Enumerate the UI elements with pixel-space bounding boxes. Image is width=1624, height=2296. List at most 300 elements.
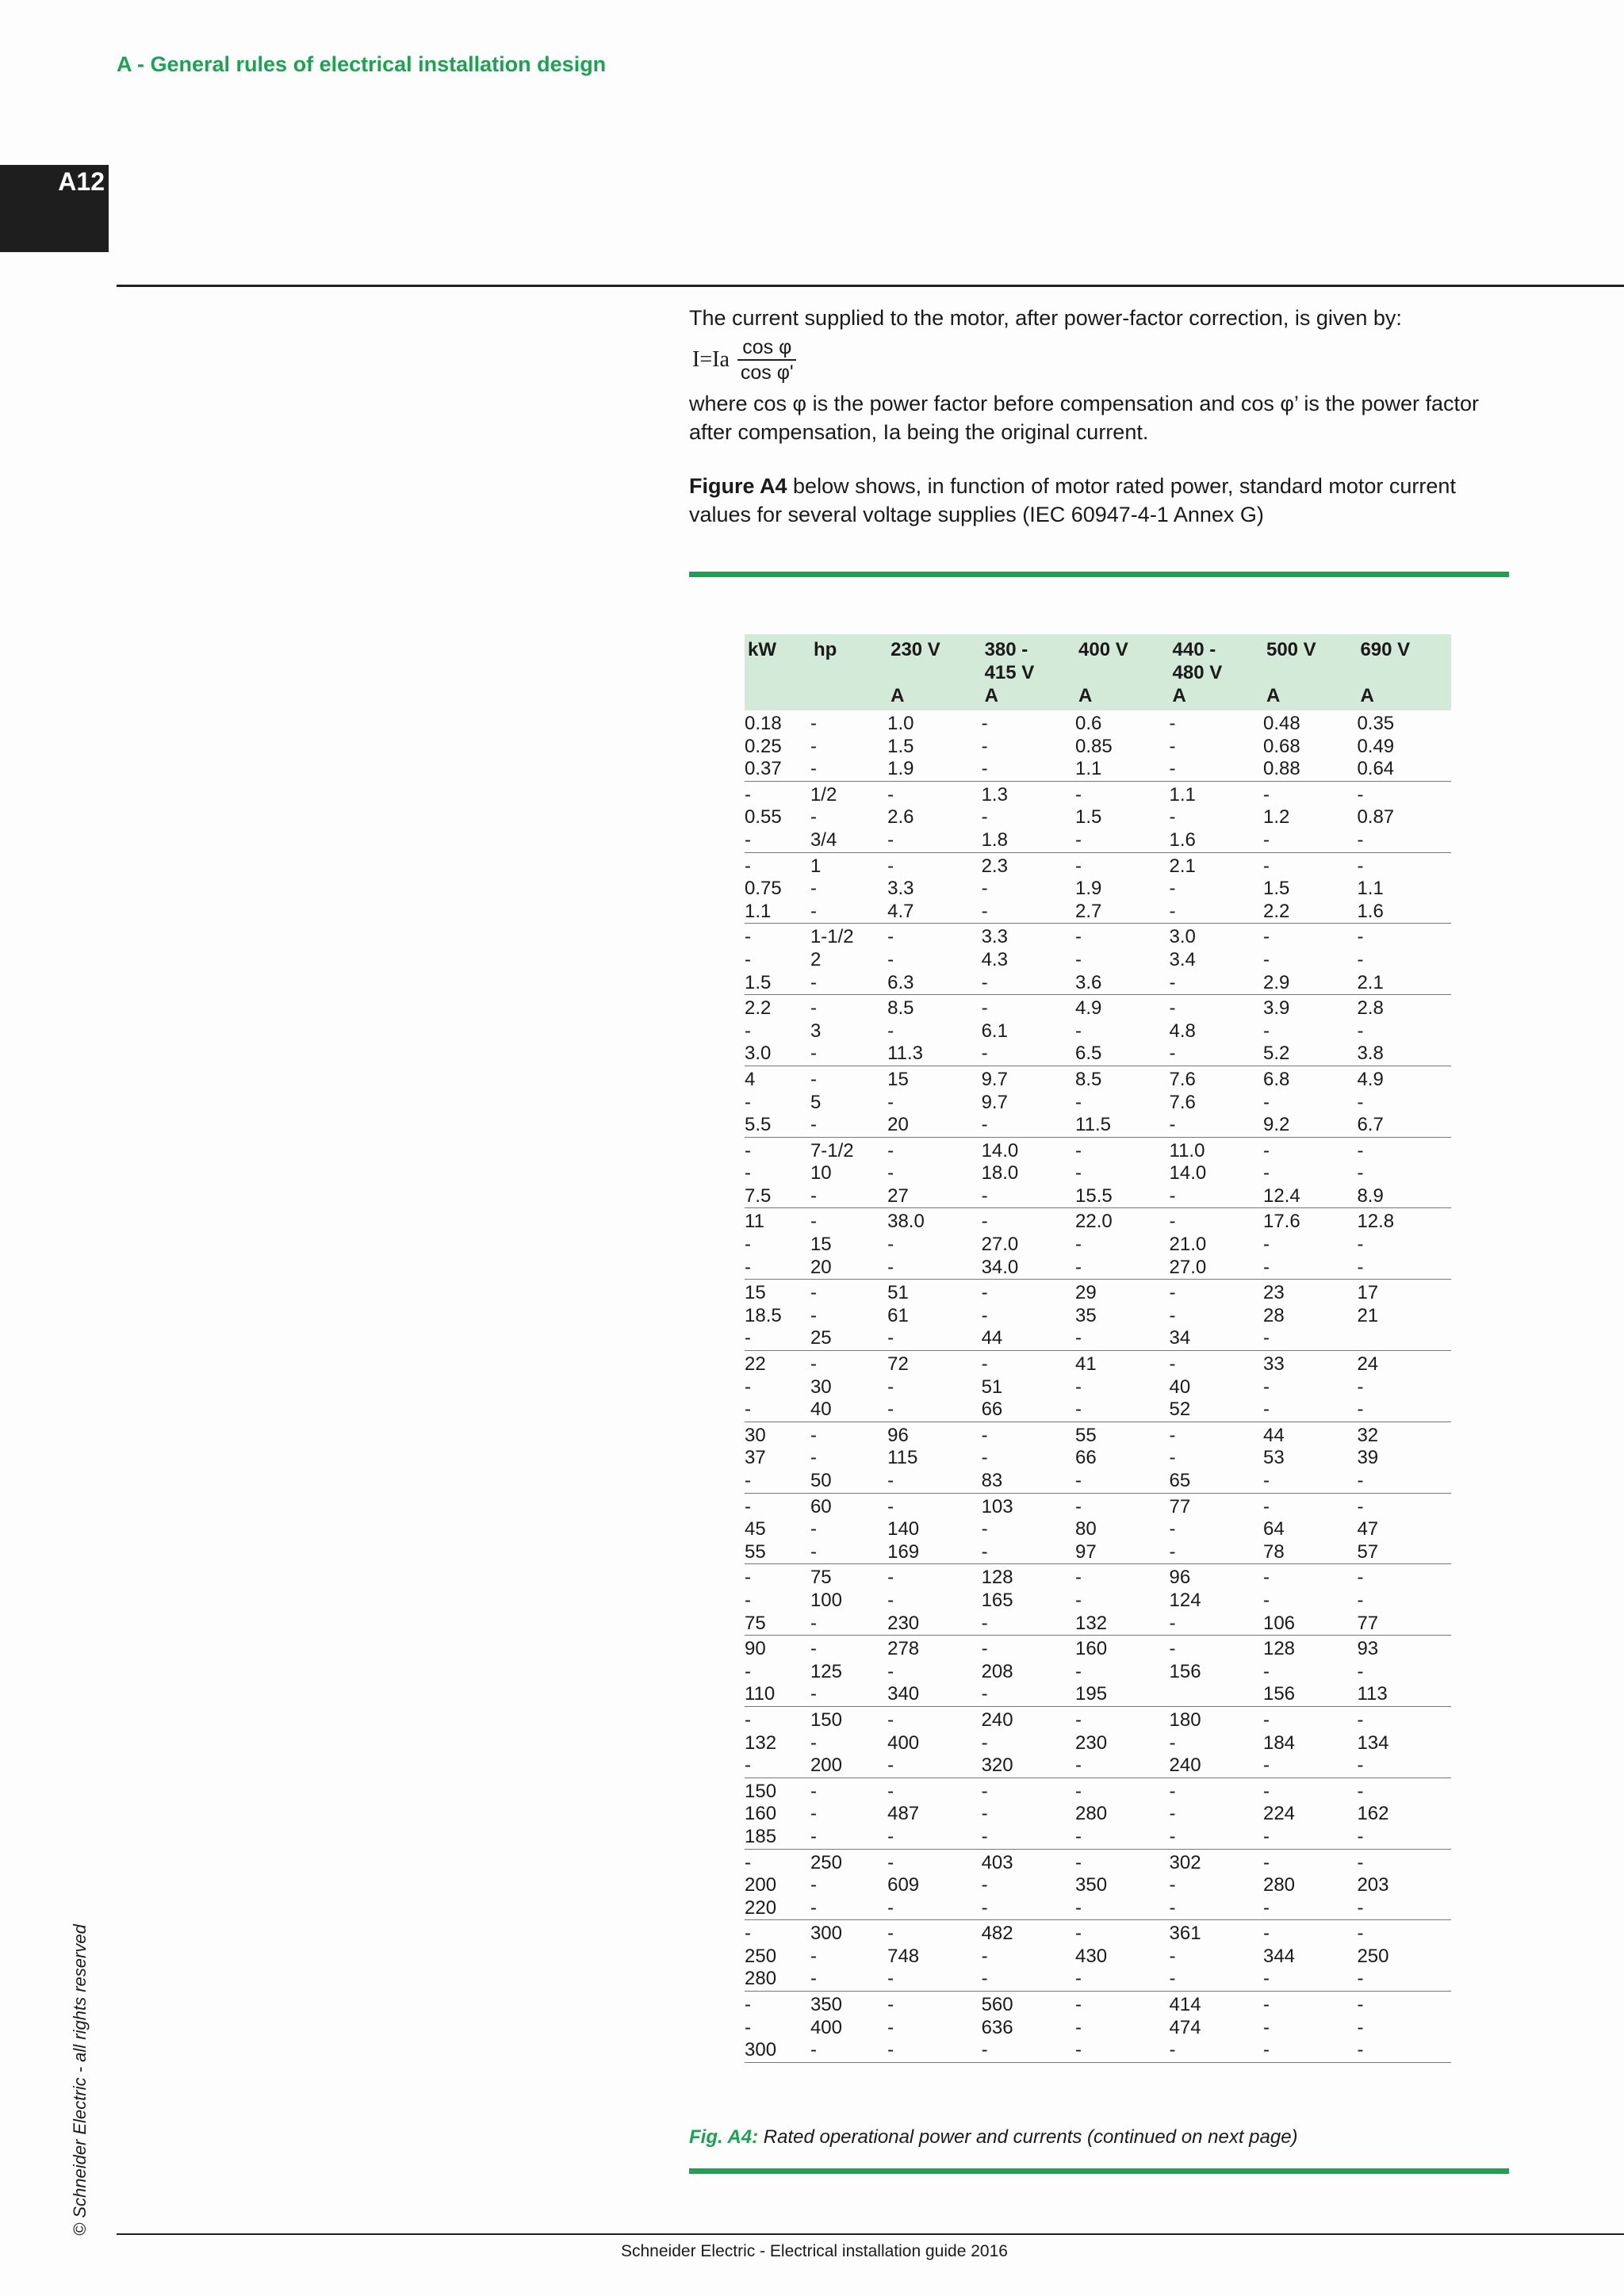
table-cell: 124 (1169, 1589, 1201, 1611)
table-cell: - (1357, 926, 1364, 948)
table-cell: 14.0 (981, 1139, 1019, 1161)
table-cell: - (982, 972, 1075, 995)
column-header-unit (814, 684, 887, 707)
table-row (745, 1208, 1451, 1234)
table-cell: 9.7 (981, 1091, 1008, 1113)
table-cell: - (981, 1874, 988, 1896)
table-cell: 3.3 (887, 878, 914, 900)
table-cell: 3.8 (1357, 1043, 1451, 1066)
table-cell: - (1357, 1234, 1364, 1256)
table-cell: - (1075, 1567, 1082, 1589)
table-cell: 97 (1075, 1541, 1169, 1564)
table-cell: 23 (1262, 1282, 1285, 1304)
table-cell: 156 (1169, 1660, 1201, 1682)
table-cell: - (745, 1994, 751, 2016)
table-cell: - (982, 1613, 1075, 1636)
table-cell: 400 (887, 1732, 920, 1754)
table-cell: - (981, 1447, 988, 1469)
table-cell: - (810, 758, 887, 781)
table-cell: 7-1/2 (810, 1139, 854, 1161)
table-cell: - (887, 1162, 894, 1184)
table-cell: - (1170, 901, 1263, 924)
table-cell: - (1262, 1234, 1270, 1256)
table-cell: 2.9 (1263, 972, 1357, 995)
table-cell: - (810, 806, 817, 828)
table-cell: - (1169, 1282, 1176, 1304)
table-cell: - (1263, 829, 1357, 852)
column-header-label: 400 V (1078, 639, 1128, 660)
table-cell: 30 (810, 1376, 832, 1398)
table-cell: - (887, 1470, 981, 1493)
table-cell: - (745, 1399, 810, 1422)
table-cell: - (1357, 2016, 1364, 2038)
table-cell: - (887, 948, 894, 970)
table-cell: 134 (1357, 1732, 1389, 1754)
table-cell: 302 (1169, 1851, 1201, 1873)
table-cell: 2.6 (887, 806, 914, 828)
table-cell: - (1075, 1470, 1169, 1493)
table-cell: - (1075, 948, 1082, 970)
table-row (745, 1803, 1451, 1826)
table-cell: - (887, 1709, 894, 1731)
table-cell: 7.5 (745, 1185, 810, 1208)
table-cell: 1.5 (1262, 878, 1290, 900)
table-cell: - (1357, 855, 1364, 877)
table-cell: - (1357, 1020, 1364, 1042)
table-row (745, 852, 1451, 878)
table-cell: - (1357, 1660, 1364, 1682)
table-cell: 37 (745, 1447, 766, 1469)
table-cell: - (1357, 1257, 1451, 1280)
table-cell: 156 (1263, 1683, 1357, 1706)
table-cell: 0.37 (745, 758, 810, 781)
table-cell: - (1075, 2039, 1169, 2062)
table-cell: 403 (981, 1851, 1013, 1873)
table-cell: 25 (810, 1327, 887, 1350)
table-cell: - (1170, 1185, 1263, 1208)
table-cell: - (810, 878, 817, 900)
table-row (745, 1493, 1451, 1518)
table-cell: - (1262, 1495, 1270, 1517)
table-cell: - (1262, 1923, 1270, 1945)
table-cell: 115 (887, 1447, 918, 1469)
table-cell: 3.3 (981, 926, 1008, 948)
table-cell: 185 (745, 1826, 810, 1849)
table-cell: - (1075, 1851, 1082, 1873)
table-cell: - (887, 1327, 981, 1350)
table-cell: - (1170, 1114, 1263, 1137)
table-cell: - (1169, 878, 1176, 900)
column-header-label: kW (748, 639, 776, 660)
table-cell: - (1075, 829, 1169, 852)
table-cell: 110 (745, 1683, 810, 1706)
table-cell: 0.49 (1357, 735, 1395, 757)
table-cell: 29 (1075, 1282, 1097, 1304)
table-cell: - (981, 1424, 988, 1446)
table-cell: 1.5 (887, 735, 914, 757)
column-header (745, 634, 810, 710)
table-cell: 5 (810, 1091, 822, 1113)
table-cell: 2.1 (1169, 855, 1196, 877)
table-cell: - (981, 1353, 988, 1376)
table-cell: 3.6 (1075, 972, 1169, 995)
table-header-row (745, 634, 1451, 710)
table-cell: - (981, 1803, 988, 1825)
table-cell: - (1262, 1589, 1270, 1611)
table-cell: 430 (1075, 1945, 1108, 1967)
table-cell: - (887, 1897, 981, 1920)
table-cell: 35 (1075, 1304, 1097, 1326)
table-cell: - (745, 1257, 810, 1280)
column-header-label: 440 - 480 V (1172, 639, 1223, 683)
table-row (745, 1874, 1451, 1897)
formula-lhs: I=Ia (692, 347, 730, 372)
column-header-unit: A (984, 685, 998, 706)
table-cell: - (1075, 1660, 1082, 1682)
table-cell: 1.9 (1075, 878, 1102, 900)
table-cell: - (1075, 1162, 1082, 1184)
table-cell: 1.1 (1075, 758, 1169, 781)
table-row (745, 1399, 1451, 1422)
table-cell: 560 (981, 1994, 1013, 2016)
table-row (745, 1092, 1451, 1115)
table-cell: 33 (1262, 1353, 1285, 1376)
table-cell: - (1075, 1139, 1082, 1161)
table-cell: - (1263, 1399, 1357, 1422)
table-cell: - (982, 1185, 1075, 1208)
figure-bottom-bar (689, 2168, 1509, 2174)
table-cell: - (887, 1257, 981, 1280)
table-cell: 103 (981, 1495, 1013, 1517)
table-cell: - (1075, 1755, 1169, 1777)
table-row (745, 710, 1451, 736)
table-cell: - (810, 1114, 887, 1137)
table-cell: - (810, 1638, 817, 1660)
table-cell: - (745, 1470, 810, 1493)
table-cell: 17 (1357, 1282, 1379, 1304)
table-row (745, 1897, 1451, 1920)
table-cell: 400 (810, 2016, 842, 2038)
page-footer: Schneider Electric - Electrical installation guide 2016 (621, 2242, 1008, 2260)
table-cell: - (887, 1780, 894, 1802)
table-cell: - (810, 1185, 887, 1208)
table-cell: - (1357, 1851, 1364, 1873)
table-cell: - (1169, 1211, 1176, 1233)
table-cell: - (1170, 1968, 1263, 1991)
table-cell: - (1170, 1826, 1263, 1849)
table-cell: - (1262, 1660, 1270, 1682)
table-cell: 72 (887, 1353, 909, 1376)
table-cell: - (1170, 1613, 1263, 1636)
table-cell: 0.88 (1263, 758, 1357, 781)
column-header (1357, 634, 1451, 710)
table-cell: - (1262, 1020, 1270, 1042)
table-cell: 1-1/2 (810, 926, 854, 948)
table-cell: 34 (1170, 1327, 1263, 1350)
table-cell: 224 (1262, 1803, 1296, 1825)
table-cell: - (982, 1968, 1075, 1991)
table-cell: - (1262, 1709, 1270, 1731)
table-cell: - (1169, 806, 1176, 828)
current-formula (692, 335, 1514, 385)
table-row (745, 1946, 1451, 1969)
table-cell: 128 (981, 1567, 1013, 1589)
column-header-label: 690 V (1360, 639, 1411, 660)
table-cell: - (1357, 1709, 1364, 1731)
table-cell: - (1075, 1589, 1082, 1611)
table-cell: 57 (1357, 1541, 1451, 1564)
table-cell: 184 (1262, 1732, 1296, 1754)
table-row (745, 1234, 1451, 1257)
table-cell: - (1075, 1968, 1169, 1991)
table-cell: - (981, 1780, 988, 1802)
table-cell: - (982, 758, 1075, 781)
table-cell: 100 (810, 1589, 842, 1611)
table-row (745, 1020, 1451, 1043)
table-cell: 1.8 (982, 829, 1075, 852)
table-cell: - (810, 1874, 817, 1896)
table-cell: 45 (745, 1518, 766, 1540)
table-cell: - (810, 713, 817, 734)
table-cell: 60 (810, 1495, 832, 1517)
table-cell: - (1075, 1020, 1082, 1042)
table-cell: - (1263, 1897, 1357, 1920)
table-cell: - (810, 1282, 817, 1304)
table-cell: - (981, 878, 988, 900)
table-cell: - (1169, 1732, 1176, 1754)
table-cell: 77 (1169, 1495, 1191, 1517)
table-cell: - (1170, 972, 1263, 995)
formula-fraction (736, 335, 799, 385)
table-cell: - (810, 1043, 887, 1066)
table-cell: - (887, 1139, 894, 1161)
table-cell: 51 (887, 1282, 909, 1304)
table-cell: 75 (810, 1567, 832, 1589)
table-cell: - (745, 1495, 751, 1517)
table-cell: 93 (1357, 1638, 1379, 1660)
table-cell: - (1262, 783, 1270, 806)
table-cell: - (1169, 1424, 1176, 1446)
table-cell: - (1357, 2039, 1451, 2062)
table-cell: 90 (745, 1638, 766, 1660)
table-cell: - (810, 1732, 817, 1754)
table-cell: 344 (1262, 1945, 1296, 1967)
intro-paragraph-1: The current supplied to the motor, after power-factor correction, is given by: (689, 306, 1402, 330)
table-cell: 300 (810, 1923, 842, 1945)
table-cell: 320 (982, 1755, 1075, 1777)
table-row (745, 995, 1451, 1020)
table-cell: 128 (1262, 1638, 1296, 1660)
table-cell: 414 (1169, 1994, 1201, 2016)
column-header-unit: A (1078, 685, 1093, 706)
table-cell: 250 (1357, 1945, 1389, 1967)
table-cell: 21.0 (1169, 1234, 1207, 1256)
table-cell: - (745, 1139, 751, 1161)
table-cell: 27 (887, 1185, 981, 1208)
table-cell: - (1357, 1589, 1364, 1611)
table-cell: - (745, 1660, 751, 1682)
table-cell: 250 (810, 1851, 842, 1873)
table-cell: 0.75 (745, 878, 782, 900)
table-cell: 15.5 (1075, 1185, 1169, 1208)
table-cell: - (745, 1376, 751, 1398)
table-cell: 66 (982, 1399, 1075, 1422)
table-cell: 6.1 (981, 1020, 1008, 1042)
table-cell: 18.0 (981, 1162, 1019, 1184)
table-cell: 162 (1357, 1803, 1389, 1825)
table-cell: 113 (1357, 1683, 1451, 1706)
table-cell: 2.2 (1263, 901, 1357, 924)
table-cell: 230 (887, 1613, 981, 1636)
table-cell: 65 (1170, 1470, 1263, 1493)
table-row (745, 1351, 1451, 1376)
table-cell: 66 (1075, 1447, 1097, 1469)
table-cell: 78 (1263, 1541, 1357, 1564)
table-cell: - (1075, 1709, 1082, 1731)
table-row (745, 1968, 1451, 1991)
table-cell: 1.1 (1357, 878, 1384, 900)
table-cell: - (745, 829, 810, 852)
table-row (745, 1636, 1451, 1661)
figure-caption-text: Rated operational power and currents (continued on next page) (758, 2126, 1298, 2148)
table-row (745, 1564, 1451, 1590)
table-cell: 41 (1075, 1353, 1097, 1376)
table-cell: 52 (1170, 1399, 1263, 1422)
table-cell: 28 (1262, 1304, 1285, 1326)
column-header-label: 500 V (1266, 639, 1316, 660)
table-cell: 3.0 (745, 1043, 810, 1066)
column-header-label: 380 - 415 V (984, 639, 1035, 683)
intro-paragraph-3-text: below shows, in function of motor rated power, standard motor current values for several voltage supplies (IEC 60947-4-1 Annex G) (689, 474, 1456, 526)
table-cell: - (1169, 1304, 1176, 1326)
table-cell: - (745, 855, 751, 877)
column-header (982, 634, 1075, 710)
table-cell: 2.8 (1357, 997, 1384, 1020)
table-cell: 280 (1262, 1874, 1296, 1896)
table-row (745, 1755, 1451, 1777)
table-cell: - (1075, 1994, 1082, 2016)
table-cell: 0.18 (745, 713, 782, 734)
table-cell: - (745, 1851, 751, 1873)
table-row (745, 1114, 1451, 1137)
table-cell: - (810, 997, 817, 1020)
table-cell: 44 (1262, 1424, 1285, 1446)
table-cell (1170, 1683, 1263, 1706)
table-row (745, 1541, 1451, 1564)
table-cell: 17.6 (1262, 1211, 1300, 1233)
table-cell: 40 (810, 1399, 887, 1422)
table-cell: - (745, 1327, 810, 1350)
table-cell: - (1170, 2039, 1263, 2062)
table-cell: - (1169, 1518, 1176, 1540)
table-cell: 1.2 (1262, 806, 1290, 828)
table-row (745, 2017, 1451, 2040)
table-cell: - (982, 1043, 1075, 1066)
table-cell: - (745, 1162, 751, 1184)
table-cell: 0.35 (1357, 713, 1395, 734)
table-cell: - (887, 1755, 981, 1777)
table-cell: 8.5 (1075, 1068, 1102, 1090)
table-cell: 150 (810, 1709, 842, 1731)
table-cell: 0.87 (1357, 806, 1395, 828)
table-cell: - (887, 1091, 894, 1113)
table-cell: 636 (981, 2016, 1013, 2038)
table-cell: 61 (887, 1304, 909, 1326)
top-divider (117, 285, 1624, 287)
table-cell: - (1357, 1495, 1364, 1517)
table-cell: 27.0 (981, 1234, 1019, 1256)
table-cell: - (745, 1020, 751, 1042)
table-cell: - (1170, 1541, 1263, 1564)
table-cell: - (1357, 1994, 1364, 2016)
table-cell: - (1169, 1353, 1176, 1376)
table-cell: 4.3 (981, 948, 1008, 970)
table-cell: - (1169, 735, 1176, 757)
table-cell: - (1262, 1994, 1270, 2016)
table-cell: 11 (745, 1211, 764, 1233)
table-cell: 0.25 (745, 735, 782, 757)
column-header (1075, 634, 1169, 710)
table-cell: 3/4 (810, 829, 887, 852)
table-row (745, 1327, 1451, 1350)
table-cell: 0.68 (1262, 735, 1300, 757)
table-cell: 350 (810, 1994, 842, 2016)
table-cell (1357, 1327, 1451, 1350)
table-cell: - (981, 1304, 988, 1326)
table-cell: - (982, 2039, 1075, 2062)
table-cell: - (887, 1851, 894, 1873)
table-cell: - (1357, 783, 1364, 806)
table-cell: - (810, 1613, 887, 1636)
table-cell: - (1357, 1923, 1364, 1945)
table-cell: - (887, 1567, 894, 1589)
chapter-title: A - General rules of electrical installation design (117, 52, 607, 76)
intro-text (689, 304, 1514, 529)
table-cell: 12.4 (1263, 1185, 1357, 1208)
table-cell: - (810, 1683, 887, 1706)
table-row (745, 924, 1451, 949)
table-cell: - (810, 2039, 887, 2062)
table-cell: - (887, 855, 894, 877)
table-cell: 300 (745, 2039, 810, 2062)
table-cell: - (981, 997, 988, 1020)
table-cell: 0.85 (1075, 735, 1113, 757)
table-cell: - (887, 783, 894, 806)
table-row (745, 1661, 1451, 1684)
table-row (745, 1706, 1451, 1732)
column-header-unit (748, 684, 810, 707)
table-row (745, 1613, 1451, 1636)
table-cell: 200 (745, 1874, 777, 1896)
table-cell: - (887, 1376, 894, 1398)
table-cell: 22.0 (1075, 1211, 1113, 1233)
table-cell: 220 (745, 1897, 810, 1920)
table-cell: 38.0 (887, 1211, 925, 1233)
table-cell: 203 (1357, 1874, 1389, 1896)
figure-reference: Figure A4 (689, 474, 787, 498)
table-cell: - (745, 1567, 751, 1589)
formula-numerator: cos φ (737, 335, 796, 361)
table-cell: - (887, 1968, 981, 1991)
table-cell: - (745, 783, 751, 806)
table-cell: - (1075, 1826, 1169, 1849)
table-cell: - (745, 2016, 751, 2038)
table-cell: - (1170, 1897, 1263, 1920)
table-cell: 2.3 (981, 855, 1008, 877)
table-cell: - (887, 1589, 894, 1611)
column-header-unit: A (1360, 685, 1374, 706)
table-cell: - (1169, 1803, 1176, 1825)
